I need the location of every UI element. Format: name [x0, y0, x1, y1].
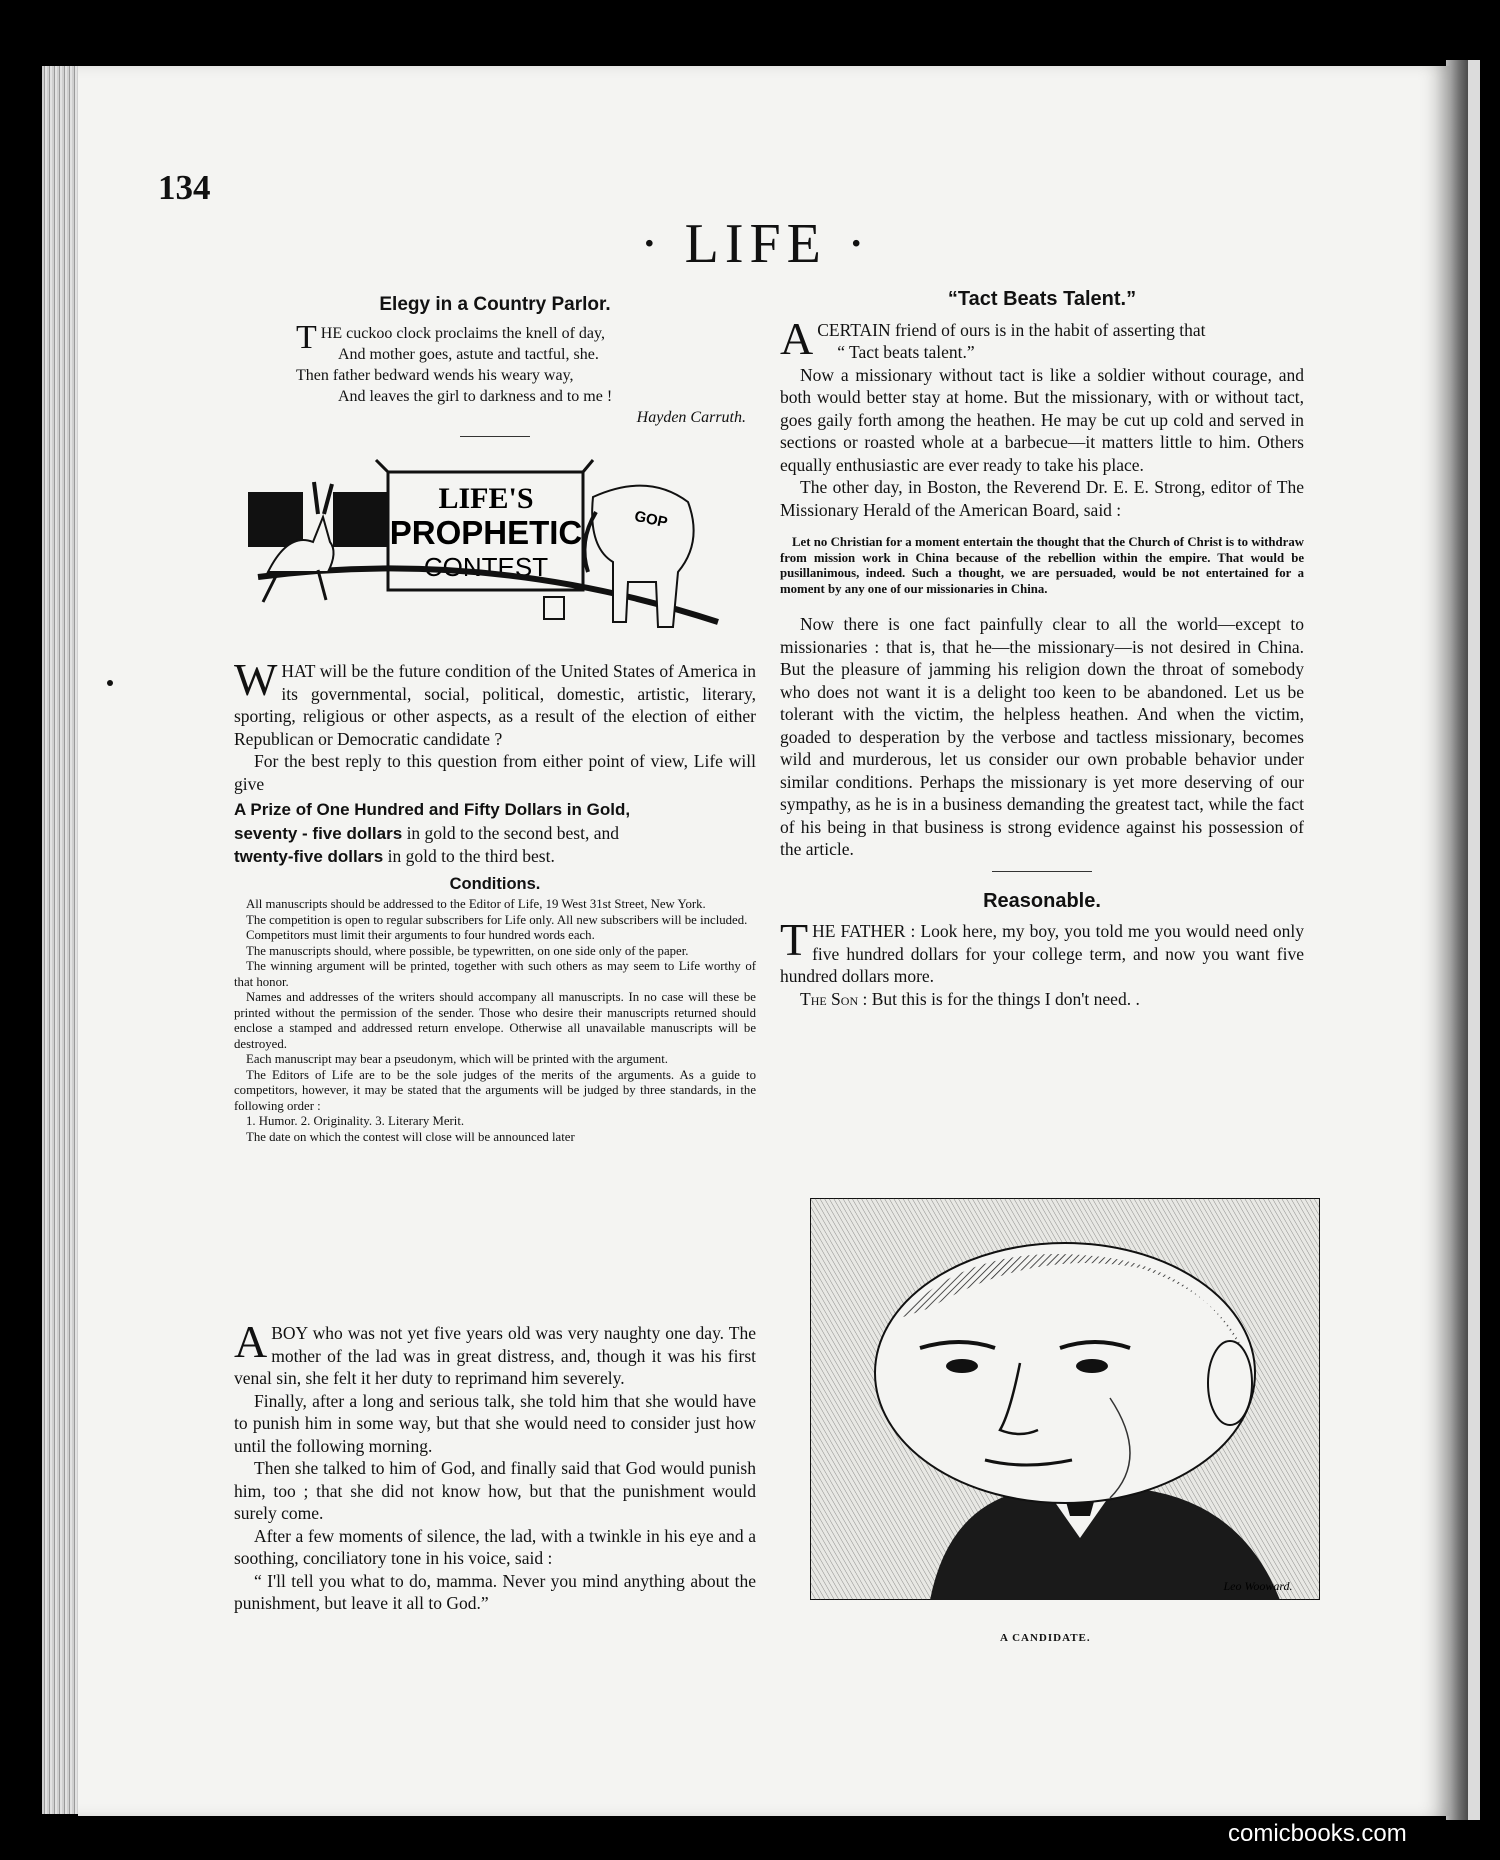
poem-line: Then father bedward wends his weary way,	[296, 366, 574, 384]
elegy-poem	[234, 318, 756, 428]
tact-paragraph: “ Tact beats talent.”	[837, 342, 975, 362]
divider	[992, 871, 1092, 872]
story-paragraph: “ I'll tell you what to do, mamma. Never you mind anything about the punishment, but leave it all to God.”	[234, 1570, 756, 1613]
conditions-list	[234, 897, 756, 1145]
elephant-figure	[584, 486, 693, 627]
contest-announcement	[234, 654, 756, 1145]
poem-line: HE cuckoo clock proclaims the knell of day,	[320, 324, 605, 342]
condition-item: Each manuscript may bear a pseudonym, which will be printed with the argument.	[246, 1052, 668, 1066]
third-prize-text: in gold to the third best.	[383, 846, 555, 866]
second-prize-text: in gold to the second best, and	[402, 822, 619, 843]
elegy-title: Elegy in a Country Parlor.	[379, 294, 611, 315]
elephant-label: GOP	[632, 507, 670, 532]
story-paragraph: After a few moments of silence, the lad, with a twinkle in his eye and a soothing, conciliatory tone in his voice, said :	[234, 1525, 756, 1568]
story-paragraph: Finally, after a long and serious talk, she told him that she would have to punish him in some way, but that she would need to consider just how until the following morning.	[234, 1390, 756, 1456]
conditions-title: Conditions.	[449, 874, 541, 893]
poem-line: And mother goes, astute and tactful, she.	[338, 345, 599, 363]
tact-paragraph: CERTAIN friend of ours is in the habit of asserting that	[817, 319, 1206, 340]
boy-dropcap: A	[234, 1316, 268, 1367]
condition-item: Competitors must limit their arguments to four hundred words each.	[246, 928, 595, 942]
artist-signature: Leo Wooward.	[1223, 1579, 1293, 1593]
right-column	[780, 288, 1304, 1010]
poem-line: And leaves the girl to darkness and to me !	[338, 387, 613, 405]
condition-item: 1. Humor. 2. Originality. 3. Literary Merit.	[246, 1114, 465, 1128]
prophetic-contest-cartoon	[248, 452, 728, 637]
left-column	[234, 294, 756, 445]
cartoon-text-1: LIFE'S	[438, 482, 534, 515]
elegy-dropcap: T	[296, 318, 317, 356]
elegy-author: Hayden Carruth.	[636, 408, 746, 426]
book-page-edges	[42, 66, 78, 1814]
cartoon-text-2: PROPHETIC	[389, 514, 583, 551]
tact-title: “Tact Beats Talent.”	[947, 288, 1137, 310]
third-prize: twenty-five dollars	[234, 847, 384, 866]
quote-text: Let no Christian for a moment entertain the thought that the Church of Christ is to withdraw from mission work in China because of the rebellion within the empire. That would be pusillanimous, indeed. Such a thought, we are persuaded, would be not entertained for a moment by any one of our missionaries in China.	[780, 535, 1304, 596]
prize-headline: A Prize of One Hundred and Fifty Dollars in Gold,	[234, 800, 631, 819]
strong-quote	[780, 535, 1304, 597]
tact-paragraph: The other day, in Boston, the Reverend Dr. E. E. Strong, editor of The Missionary Herald of the American Board, said :	[780, 477, 1304, 520]
son-text: But this is for the things I don't need. .	[867, 988, 1140, 1009]
son-label: The Son :	[800, 988, 868, 1009]
page-number: 134	[158, 168, 211, 207]
contest-dropcap: W	[234, 654, 278, 705]
tact-paragraph: Now there is one fact painfully clear to all the world—except to missionaries : that is, that he—the missionary—is not desired in China. But the pleasure of jamming his religion down the throat of somebody who does not want it is a delight too keen to be abandoned. Let us be tolerant with the victim, the helpless heathen. And when the victim, goaded to desperation by the verbose and tactless missionary, becomes wild and murderous, let us consider our own probable behavior under similar conditions. Perhaps the missionary is yet more deserving of our sympathy, as he is in a business demanding the greatest tact, while the fact of his being in that business is strong evidence against his possession of the article.	[780, 614, 1304, 859]
condition-item: Names and addresses of the writers should accompany all manuscripts. In no case will these be printed without the permission of the sender. Those who desire their manuscripts returned should enclose a stamped and addressed return envelope. Otherwise all unavailable manuscripts will be destroyed.	[234, 990, 756, 1051]
condition-item: The date on which the contest will close will be announced later	[246, 1129, 575, 1144]
cartoon-text-3: CONTEST	[423, 552, 549, 582]
condition-item: The manuscripts should, where possible, be typewritten, on one side only of the paper.	[246, 943, 689, 958]
condition-item: The competition is open to regular subscribers for Life only. All new subscribers will be included.	[246, 912, 748, 927]
contest-reply: For the best reply to this question from either point of view, Life will give	[234, 751, 756, 794]
condition-item: All manuscripts should be addressed to the Editor of Life, 19 West 31st Street, New York.	[246, 897, 706, 911]
masthead-title: · LIFE ·	[640, 213, 872, 275]
contest-intro: HAT will be the future condition of the United States of America in its governmental, social, political, domestic, artistic, literary, sporting, religious or other aspects, as a result of the election of either Republican or Democratic candidate ?	[234, 661, 756, 749]
stray-mark	[107, 680, 113, 686]
book-right-edge	[1446, 60, 1480, 1820]
site-watermark: comicbooks.com	[1228, 1820, 1407, 1847]
condition-item: The winning argument will be printed, together with such others as may seem to Life worthy of that honor.	[234, 959, 756, 989]
reasonable-paragraph: HE FATHER : Look here, my boy, you told me you would need only five hundred dollars for your college term, and now you want five hundred dollars more.	[780, 921, 1304, 986]
reasonable-title: Reasonable.	[983, 889, 1101, 912]
portrait-caption: A CANDIDATE.	[1000, 1632, 1091, 1644]
story-paragraph: BOY who was not yet five years old was very naughty one day. The mother of the lad was in great distress, and, though it was his first venal sin, she felt it her duty to reprimand him severely.	[234, 1323, 756, 1388]
condition-item: The Editors of Life are to be the sole judges of the merits of the arguments. As a guide to competitors, however, it may be stated that the arguments will be judged by three standards, in the following order :	[234, 1067, 756, 1113]
tact-paragraph: Now a missionary without tact is like a soldier without courage, and both would better stay at home. But the missionary, with or without tact, goes gaily forth among the heathen. He may be cut up cold and served in sections or roasted whole at a barbecue—it matters little to him. Others equally enthusiastic are ever ready to take his place.	[780, 364, 1304, 475]
story-paragraph: Then she talked to him of God, and finally said that God would punish him, too ; that she did not know how, but that the punishment would surely come.	[234, 1458, 756, 1523]
candidate-portrait	[810, 1198, 1320, 1600]
tact-dropcap: A	[780, 312, 814, 364]
reasonable-dropcap: T	[780, 914, 809, 965]
boy-story	[234, 1316, 756, 1615]
second-prize: seventy - five dollars	[234, 823, 403, 843]
divider	[460, 436, 530, 437]
